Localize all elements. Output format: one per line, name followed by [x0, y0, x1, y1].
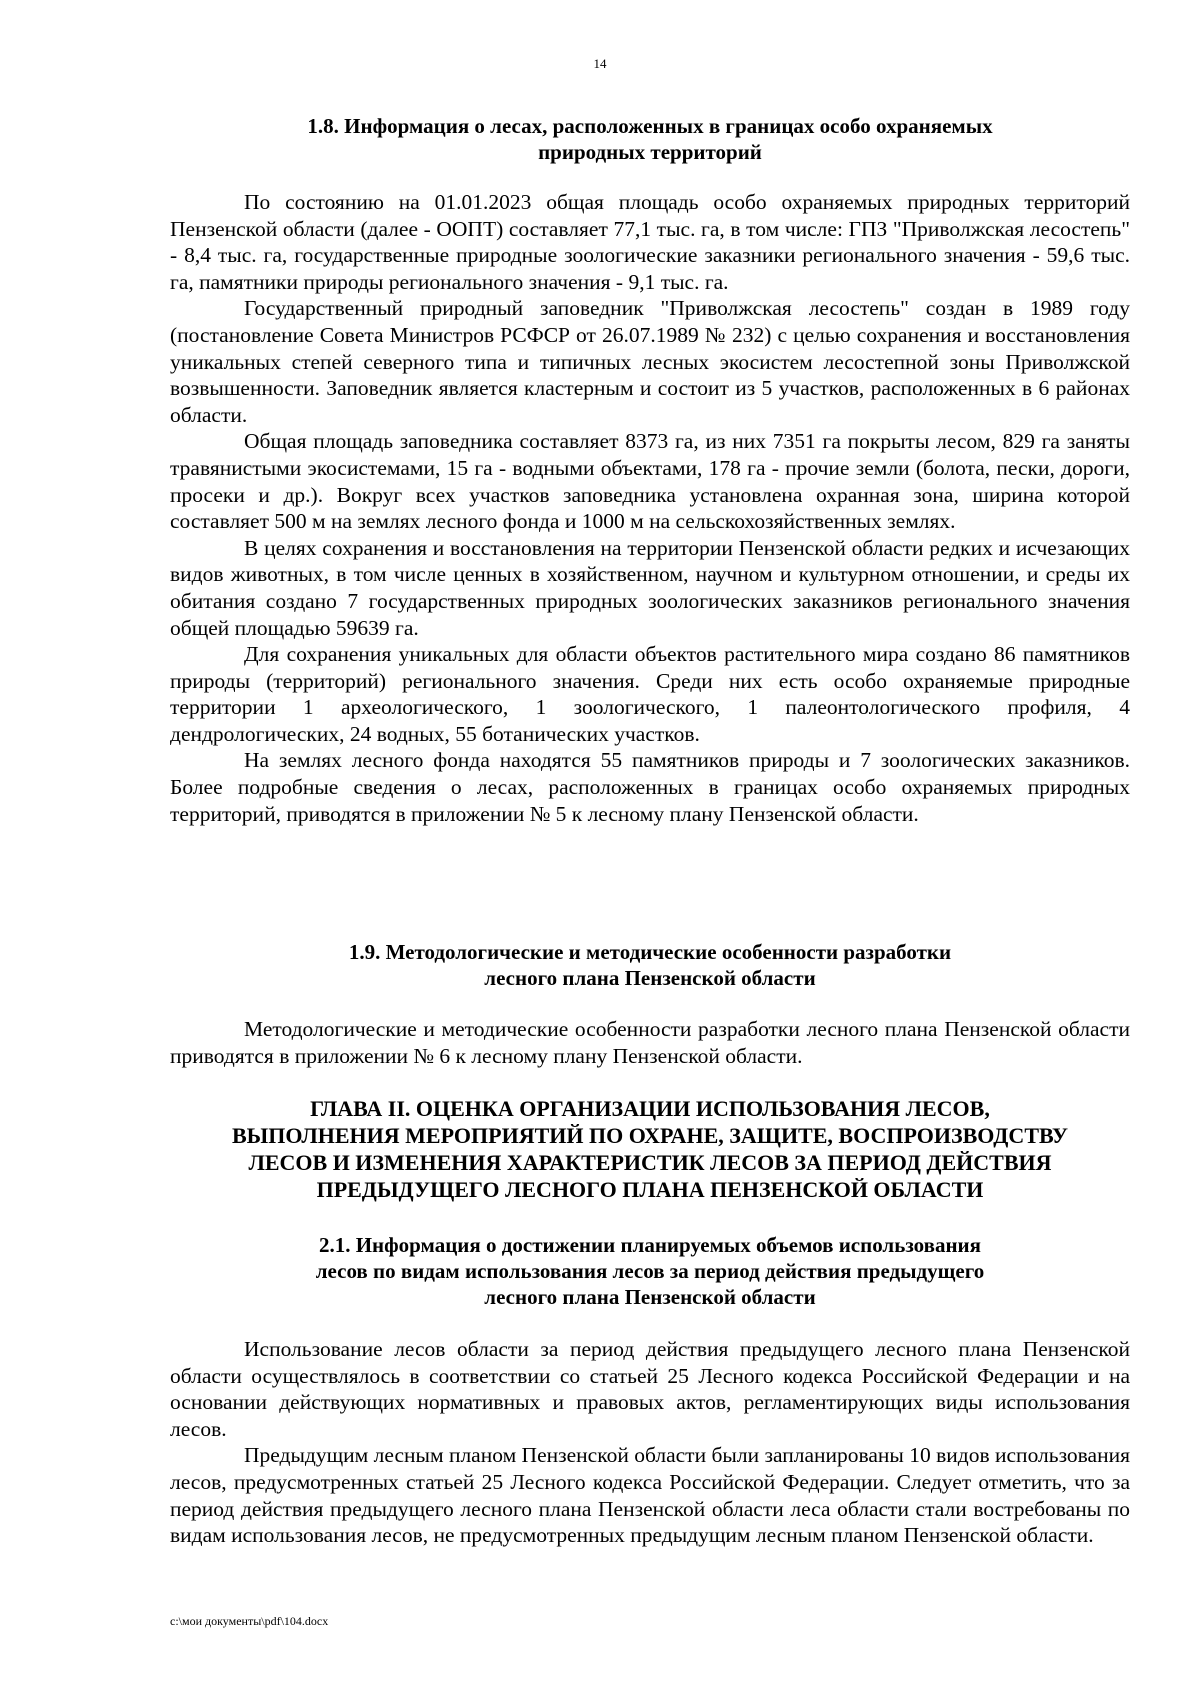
chapter-2-title-line-3: ЛЕСОВ И ИЗМЕНЕНИЯ ХАРАКТЕРИСТИК ЛЕСОВ ЗА ПЕРИОД ДЕЙСТВИЯ — [248, 1150, 1052, 1175]
chapter-2-title — [170, 1095, 1130, 1203]
paragraph: В целях сохранения и восстановления на территории Пензенской области редких и исчезающих видов животных, в том числе ценных в хозяйственном, научном и культурном отношении, и среды их обитания создано 7 государственных природных зоологических заказников регионального значения общей площадью 59639 га. — [170, 535, 1130, 640]
section-2-1-title-line-3: лесного плана Пензенской области — [484, 1285, 816, 1309]
paragraph: Методологические и методические особенности разработки лесного плана Пензенской области приводятся в приложении № 6 к лесному плану Пензенской области. — [170, 1017, 1130, 1068]
section-2-1-title-line-2: лесов по видам использования лесов за период действия предыдущего — [315, 1259, 985, 1283]
chapter-2-title-line-4: ПРЕДЫДУЩЕГО ЛЕСНОГО ПЛАНА ПЕНЗЕНСКОЙ ОБЛАСТИ — [316, 1177, 984, 1202]
paragraph: Для сохранения уникальных для области объектов растительного мира создано 86 памятников природы (территорий) регионального значения. Среди них есть особо охраняемые природные территории 1 археологического, 1 зоологического, 1 палеонтологического профиля, 4 дендрологических, 24 водных, 55 ботанических участков. — [170, 642, 1130, 746]
chapter-2-title-line-1: ГЛАВА II. ОЦЕНКА ОРГАНИЗАЦИИ ИСПОЛЬЗОВАНИЯ ЛЕСОВ, — [310, 1096, 990, 1121]
footer-file-path: c:\мои документы\pdf\104.docx — [170, 1614, 329, 1628]
section-2-1-body — [170, 1336, 1130, 1549]
section-1-9-title-line-2: лесного плана Пензенской области — [484, 966, 816, 990]
section-1-8-title — [170, 113, 1130, 165]
chapter-2-title-line-2: ВЫПОЛНЕНИЯ МЕРОПРИЯТИЙ ПО ОХРАНЕ, ЗАЩИТЕ, ВОСПРОИЗВОДСТВУ — [231, 1123, 1069, 1148]
paragraph: Государственный природный заповедник "Приволжская лесостепь" создан в 1989 году (постановление Совета Министров РСФСР от 26.07.1989 № 232) с целью сохранения и восстановления уникальных степей северного типа и типичных лесных экосистем лесостепной зоны Приволжской возвышенности. Заповедник является кластерным и состоит из 5 участков, расположенных в 6 районах области. — [170, 296, 1130, 427]
section-2-1-title-line-1: 2.1. Информация о достижении планируемых объемов использования — [318, 1233, 982, 1257]
paragraph: На землях лесного фонда находятся 55 памятников природы и 7 зоологических заказников. Более подробные сведения о лесах, расположенных в границах особо охраняемых природных территорий, приводятся в приложении № 5 к лесному плану Пензенской области. — [170, 748, 1130, 826]
paragraph: Использование лесов области за период действия предыдущего лесного плана Пензенской области осуществлялось в соответствии со статьей 25 Лесного кодекса Российской Федерации и на основании действующих нормативных и правовых актов, регламентирующих виды использования лесов. — [170, 1337, 1130, 1441]
section-1-9-title — [170, 939, 1130, 991]
section-2-1-title — [170, 1232, 1130, 1310]
section-1-9-title-line-1: 1.9. Методологические и методические особенности разработки — [348, 940, 952, 964]
paragraph: По состоянию на 01.01.2023 общая площадь особо охраняемых природных территорий Пензенской области (далее - ООПТ) составляет 77,1 тыс. га, в том числе: ГПЗ "Приволжская лесостепь" - 8,4 тыс. га, государственные природные зоологические заказники регионального значения - 59,6 тыс. га, памятники природы регионального значения - 9,1 тыс. га. — [170, 190, 1130, 294]
paragraph: Общая площадь заповедника составляет 8373 га, из них 7351 га покрыты лесом, 829 га заняты травянистыми экосистемами, 15 га - водными объектами, 178 га - прочие земли (болота, пески, дороги, просеки и др.). Вокруг всех участков заповедника установлена охранная зона, ширина которой составляет 500 м на землях лесного фонда и 1000 м на сельскохозяйственных землях. — [170, 429, 1130, 534]
section-1-8-title-line-1: 1.8. Информация о лесах, расположенных в границах особо охраняемых — [307, 114, 993, 138]
paragraph: Предыдущим лесным планом Пензенской области были запланированы 10 видов использования лесов, предусмотренных статьей 25 Лесного кодекса Российской Федерации. Следует отметить, что за период действия предыдущего лесного плана Пензенской области леса области стали востребованы по видам использования лесов, не предусмотренных предыдущим лесным планом Пензенской области. — [170, 1443, 1130, 1548]
section-1-9-body — [170, 1016, 1130, 1069]
section-1-8-body — [170, 189, 1130, 827]
section-1-8-title-line-2: природных территорий — [538, 140, 762, 164]
page-number: 14 — [593, 56, 607, 71]
